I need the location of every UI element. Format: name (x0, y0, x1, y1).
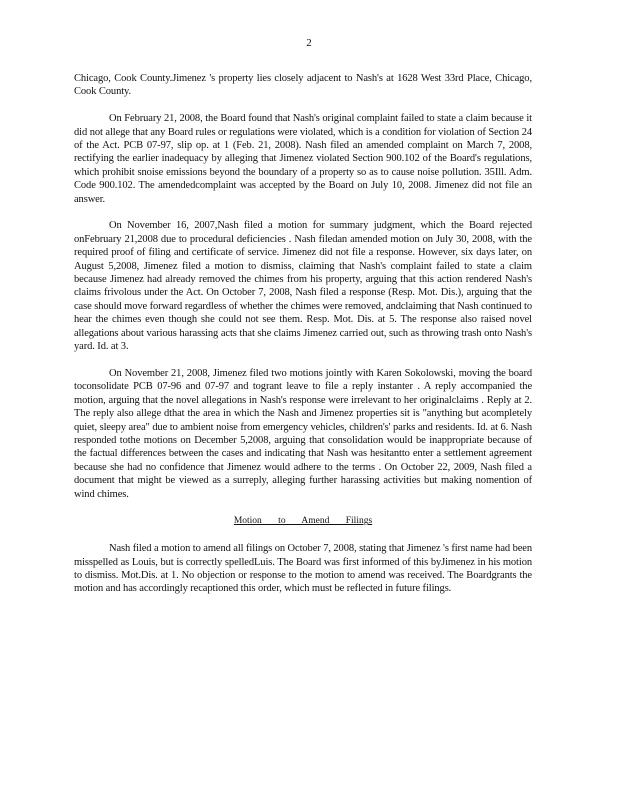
section-heading (74, 514, 532, 528)
paragraph-consolidation-motion: On November 21, 2008, Jimenez filed two motions jointly with Karen Sokolowski, moving the board toconsolidate PCB 07-96 and 07-97 and togrant leave to file a reply instanter . A reply accompanied the motion, arguing that the novel allegations in Nash's response were irrelevant to her originalclaims . Reply at 2. The reply also allege dthat the area in which the Nash and Jimenez properties sit is "anything but acompletely quiet, sleepy area" due to ambient noise from emergency vehicles, children's' parks and residents. Id. at 6. Nash responded tothe motions on December 5,2008, arguing that consolidation would be inappropriate because of the factual differences between the cases and indicating that Nash was hesitantto enter a settlement agreement because she had no confidence that Jimenez would adhere to the terms . On October 22, 2009, Nash filed a document that might be viewed as a surreply, alleging further harassing activities but making nomention of wind chimes. (74, 367, 532, 500)
section-heading-text: Motion to Amend Filings (233, 516, 373, 527)
paragraph-motion-to-amend: Nash filed a motion to amend all filings on October 7, 2008, stating that Jimenez 's first name had been misspelled as Louis, but is correctly spelledLuis. The Board was first informed of this byJimenez in his motion to dismiss. Mot.Dis. at 1. No objection or response to the motion to amend was received. The Boardgrants the motion and has accordingly recaptioned this order, which must be reflected in future filings. (74, 543, 532, 595)
page-number: 2 (306, 37, 312, 49)
document-body (74, 72, 532, 609)
paragraph-summary-judgment: On November 16, 2007,Nash filed a motion for summary judgment, which the Board rejected onFebruary 21,2008 due to procedural deficiencies . Nash filedan amended motion on July 30, 2008, with the required proof of filing and certificate of service. Jimenez did not file a response. However, six days later, on August 5,2008, Jimenez filed a motion to dismiss, claiming that Nash's complaint failed to state a claim because Jimenez had already removed the chimes from his property, arguing that this action rendered Nash's claims frivolous under the Act. On October 7, 2008, Nash filed a response (Resp. Mot. Dis.), arguing that the case should move forward regardless of whether the chimes were removed, andclaiming that Nash continued to hear the chimes even though she could not see them. Resp. Mot. Dis. at 5. The response also raised novel allegations about various harassing acts that she claims Jimenez carried out, such as throwing trash onto Nash's yard. Id. at 3. (74, 220, 532, 353)
paragraph-board-finding: On February 21, 2008, the Board found that Nash's original complaint failed to state a claim because it did not allege that any Board rules or regulations were violated, which is a condition for violation of Section 24 of the Act. PCB 07-97, slip op. at 1 (Feb. 21, 2008). Nash filed an amended complaint on March 7, 2008, rectifying the earlier inadequacy by alleging that Jimenez violated Section 900.102 of the Board's regulations, which prohibit snoise emissions beyond the boundary of a property so as to cause noise pollution. 35Ill. Adm. Code 900.102. The amendedcomplaint was accepted by the Board on July 10, 2008. Jimenez did not file an answer. (74, 113, 532, 205)
paragraph-location: Chicago, Cook County.Jimenez 's property lies closely adjacent to Nash's at 1628 West 33rd Place, Chicago, Cook County. (74, 73, 532, 98)
